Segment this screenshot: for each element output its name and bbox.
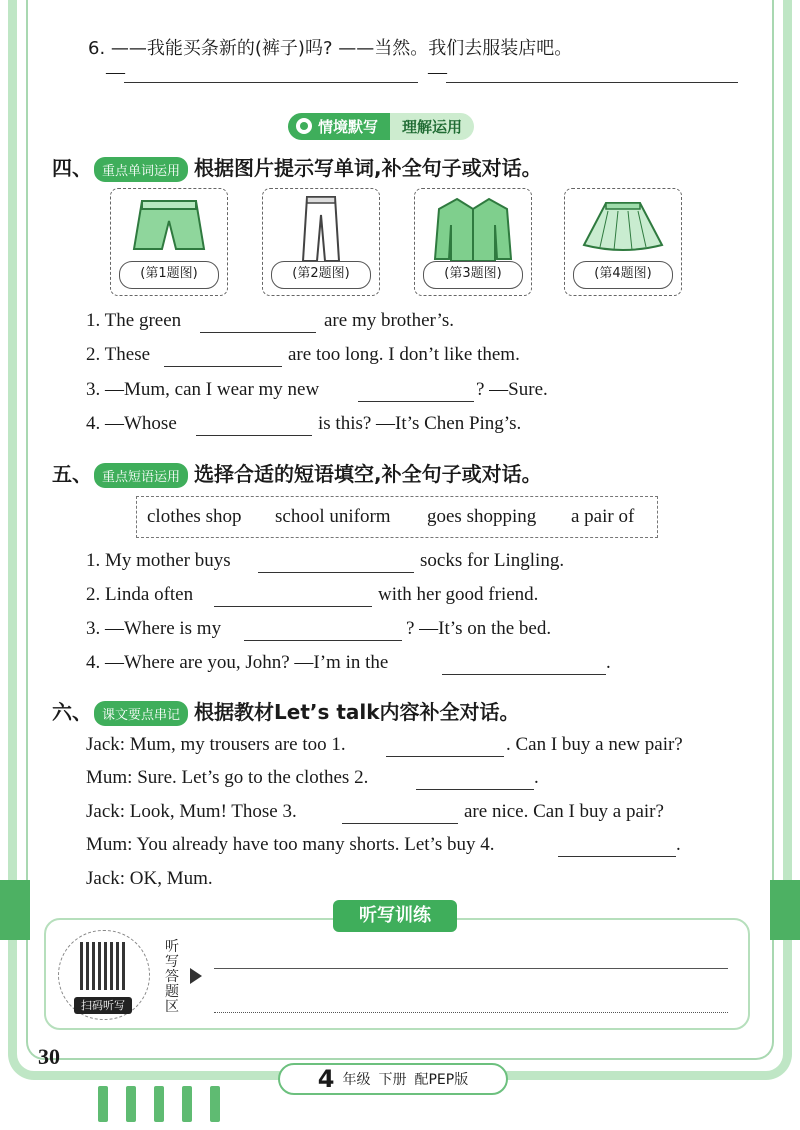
picture-1-caption: (第1题图)	[119, 261, 219, 289]
footer-stripe-3	[154, 1086, 164, 1122]
picture-2-caption: (第2题图)	[271, 261, 371, 289]
section-6-tag: 课文要点串记	[94, 701, 188, 726]
answer-area-label: 听写答题区	[165, 939, 179, 1015]
phrase-1: clothes shop	[147, 506, 242, 527]
s5-item-3-a: 3. —Where is my	[86, 618, 222, 639]
s6-blank-3[interactable]	[342, 823, 458, 824]
s6-line-2-a: Mum: Sure. Let’s go to the clothes 2.	[86, 767, 369, 788]
play-arrow-icon	[190, 968, 202, 984]
q6-dash-2: —	[428, 62, 447, 83]
section-5-title: 选择合适的短语填空,补全句子或对话。	[194, 462, 542, 486]
banner-left	[288, 113, 390, 140]
q6-text: 6. ——我能买条新的(裤子)吗? ——当然。我们去服装店吧。	[88, 38, 573, 59]
s4-blank-1[interactable]	[200, 332, 316, 333]
section-5-tag: 重点短语运用	[94, 463, 188, 488]
banner-left-label: 情境默写	[318, 117, 379, 136]
grade-label: 年级	[342, 1072, 371, 1088]
s6-line-1-b: . Can I buy a new pair?	[506, 734, 683, 755]
side-tab-right	[770, 880, 800, 940]
shorts-icon	[124, 195, 214, 261]
q6-answer-line-1[interactable]	[124, 82, 418, 83]
s5-item-3-b: ? —It’s on the bed.	[406, 618, 552, 639]
picture-3	[414, 188, 532, 296]
s5-item-1-a: 1. My mother buys	[86, 550, 231, 571]
s4-item-2-b: are too long. I don’t like them.	[288, 344, 520, 365]
section-6-number: 六、	[52, 700, 92, 724]
phrase-2: school uniform	[275, 506, 391, 527]
dictation-line-2[interactable]	[214, 1012, 728, 1013]
picture-4-caption: (第4题图)	[573, 261, 673, 289]
q6-dash-1: —	[106, 62, 125, 83]
phrase-3: goes shopping	[427, 506, 537, 527]
picture-1	[110, 188, 228, 296]
jacket-icon	[431, 195, 515, 263]
section-banner	[288, 112, 474, 140]
medal-icon	[296, 118, 312, 134]
s4-item-3-b: ? —Sure.	[476, 379, 548, 400]
skirt-icon	[578, 195, 668, 255]
s6-blank-4[interactable]	[558, 856, 676, 857]
s5-blank-3[interactable]	[244, 640, 402, 641]
s5-item-2-b: with her good friend.	[378, 584, 539, 605]
footer-badge	[278, 1063, 508, 1095]
phrase-bank	[136, 496, 658, 538]
s5-blank-1[interactable]	[258, 572, 414, 573]
s5-item-4-a: 4. —Where are you, John? —I’m in the	[86, 652, 389, 673]
s4-item-1-b: are my brother’s.	[324, 310, 454, 331]
s4-item-4-a: 4. —Whose	[86, 413, 177, 434]
trousers-icon	[291, 195, 351, 263]
s6-line-5: Jack: OK, Mum.	[86, 868, 213, 889]
footer-stripe-2	[126, 1086, 136, 1122]
picture-4	[564, 188, 682, 296]
section-4-tag: 重点单词运用	[94, 157, 188, 182]
q6-answer-line-2[interactable]	[446, 82, 738, 83]
banner-right-label: 理解运用	[390, 113, 474, 140]
footer-stripe-5	[210, 1086, 220, 1122]
s6-blank-2[interactable]	[416, 789, 534, 790]
s4-item-4-b: is this? —It’s Chen Ping’s.	[318, 413, 522, 434]
picture-3-caption: (第3题图)	[423, 261, 523, 289]
s6-line-1-a: Jack: Mum, my trousers are too 1.	[86, 734, 346, 755]
s5-item-4-b: .	[606, 652, 611, 673]
grade-number: 4	[317, 1065, 335, 1093]
s4-blank-3[interactable]	[358, 401, 474, 402]
section-4-title: 根据图片提示写单词,补全句子或对话。	[194, 156, 542, 180]
qr-label: 扫码听写	[74, 997, 132, 1014]
s5-item-1-b: socks for Lingling.	[420, 550, 565, 571]
edition-label: 配PEP版	[414, 1072, 469, 1088]
s6-line-3-a: Jack: Look, Mum! Those 3.	[86, 801, 297, 822]
s6-line-4-b: .	[676, 834, 681, 855]
s6-line-4-a: Mum: You already have too many shorts. Let’s buy 4.	[86, 834, 495, 855]
s6-blank-1[interactable]	[386, 756, 504, 757]
section-5-heading	[52, 458, 542, 488]
s4-blank-2[interactable]	[164, 366, 282, 367]
section-4-heading	[52, 152, 542, 182]
section-5-number: 五、	[52, 462, 92, 486]
page-number: 30	[38, 1044, 60, 1069]
section-6-heading	[52, 696, 520, 726]
s4-blank-4[interactable]	[196, 435, 312, 436]
dictation-title: 听写训练	[333, 900, 457, 932]
s4-item-2-a: 2. These	[86, 344, 151, 365]
s4-item-3-a: 3. —Mum, can I wear my new	[86, 379, 320, 400]
s6-line-3-b: are nice. Can I buy a pair?	[464, 801, 664, 822]
phrase-4: a pair of	[571, 506, 635, 527]
footer-stripe-1	[98, 1086, 108, 1122]
section-4-number: 四、	[52, 156, 92, 180]
section-6-title: 根据教材Let’s talk内容补全对话。	[194, 700, 520, 724]
s5-blank-4[interactable]	[442, 674, 606, 675]
s5-item-2-a: 2. Linda often	[86, 584, 194, 605]
volume-label: 下册	[378, 1072, 407, 1088]
dictation-line-1[interactable]	[214, 968, 728, 969]
footer-stripe-4	[182, 1086, 192, 1122]
side-tab-left	[0, 880, 30, 940]
s4-item-1-a: 1. The green	[86, 310, 182, 331]
qr-code-icon[interactable]	[80, 942, 128, 990]
picture-2	[262, 188, 380, 296]
s5-blank-2[interactable]	[214, 606, 372, 607]
s6-line-2-b: .	[534, 767, 539, 788]
